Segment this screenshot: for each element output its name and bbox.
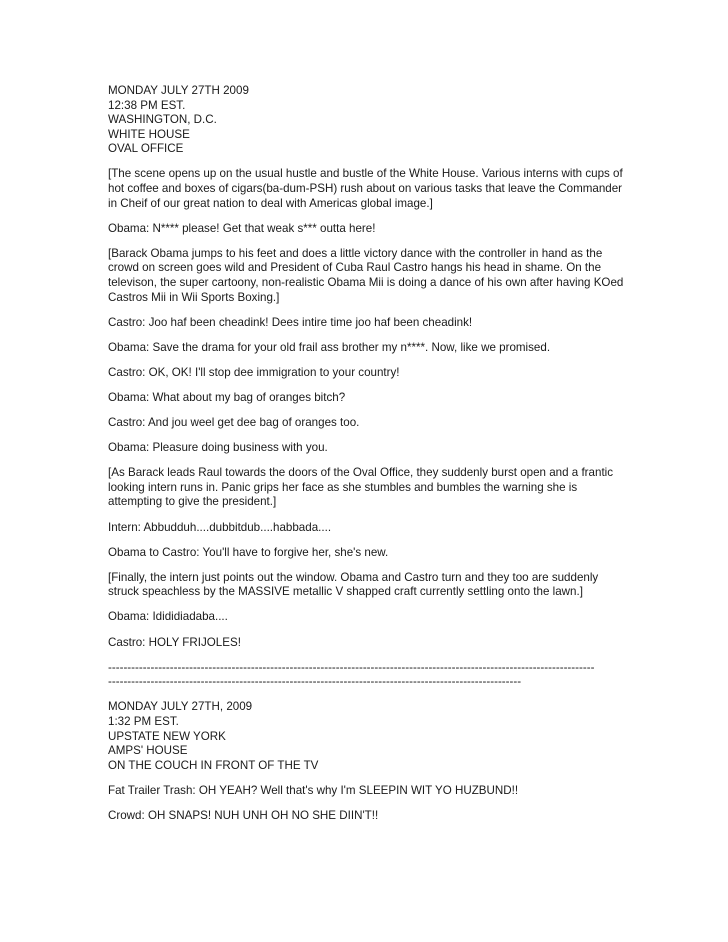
dialogue-line: Obama: Pleasure doing business with you. — [108, 441, 328, 455]
heading-time: 1:32 PM EST. — [108, 714, 179, 728]
dialogue-line: Castro: HOLY FRIJOLES! — [108, 635, 241, 649]
dialogue-line: Obama to Castro: You'll have to forgive her, she's new. — [108, 545, 389, 559]
stage-direction: [Finally, the intern just points out the window. Obama and Castro turn and they too are suddenly struck speachless by the MASSIVE metallic V shapped craft currently settling onto the lawn.] — [108, 570, 599, 599]
heading-city: WASHINGTON, D.C. — [108, 113, 217, 127]
heading-date: MONDAY JULY 27TH 2009 — [108, 84, 249, 97]
dialogue-line: Crowd: OH SNAPS! NUH UNH OH NO SHE DIIN'T!! — [108, 808, 379, 822]
divider-line-1: ------------------------------------------------------------------------------------------------------------------------------ — [108, 660, 595, 674]
heading-date: MONDAY JULY 27TH, 2009 — [108, 700, 253, 714]
heading-location: UPSTATE NEW YORK — [108, 729, 226, 743]
heading-room: OVAL OFFICE — [108, 142, 184, 156]
stage-direction: [The scene opens up on the usual hustle and bustle of the White House. Various interns with cups of hot coffee and boxes of cigars(ba-dum-PSH) rush about on various tasks that leave the Commander in Cheif of our great nation to deal with Americas global image.] — [108, 167, 623, 210]
scene-heading-1 — [108, 84, 628, 157]
divider-line-2: ----------------------------------------------------------------------------------------------------------- — [108, 675, 522, 689]
heading-building: AMPS' HOUSE — [108, 744, 188, 758]
stage-direction: [As Barack leads Raul towards the doors of the Oval Office, they suddenly burst open and a frantic looking intern runs in. Panic grips her face as she stumbles and bumbles the warning she is attempting to give the president.] — [108, 466, 614, 509]
heading-room: ON THE COUCH IN FRONT OF THE TV — [108, 758, 319, 772]
dialogue-line: Obama: Idididiadaba.... — [108, 610, 228, 624]
dialogue-line: Obama: Save the drama for your old frail ass brother my n****. Now, like we promised. — [108, 340, 551, 354]
dialogue-line: Obama: N**** please! Get that weak s*** outta here! — [108, 221, 376, 235]
dialogue-line: Fat Trailer Trash: OH YEAH? Well that's why I'm SLEEPIN WIT YO HUZBUND!! — [108, 783, 519, 797]
dialogue-line: Castro: OK, OK! I'll stop dee immigration to your country! — [108, 365, 400, 379]
dialogue-line: Castro: And jou weel get dee bag of oranges too. — [108, 416, 360, 430]
scene-heading-2 — [108, 700, 628, 773]
dialogue-line: Castro: Joo haf been cheadink! Dees intire time joo haf been cheadink! — [108, 315, 473, 329]
dialogue-line: Intern: Abbudduh....dubbitdub....habbada.... — [108, 520, 332, 534]
document-page — [108, 84, 628, 834]
scene-divider — [108, 661, 628, 690]
dialogue-line: Obama: What about my bag of oranges bitch? — [108, 391, 346, 404]
heading-building: WHITE HOUSE — [108, 127, 190, 141]
heading-time: 12:38 PM EST. — [108, 98, 186, 112]
stage-direction: [Barack Obama jumps to his feet and does a little victory dance with the controller in hand as the crowd on screen goes wild and President of Cuba Raul Castro hangs his head in shame. On the televison, the super cartoony, non-realistic Obama Mii is doing a dance of his own after having KOed Castros Mii in Wii Sports Boxing.] — [108, 246, 624, 304]
